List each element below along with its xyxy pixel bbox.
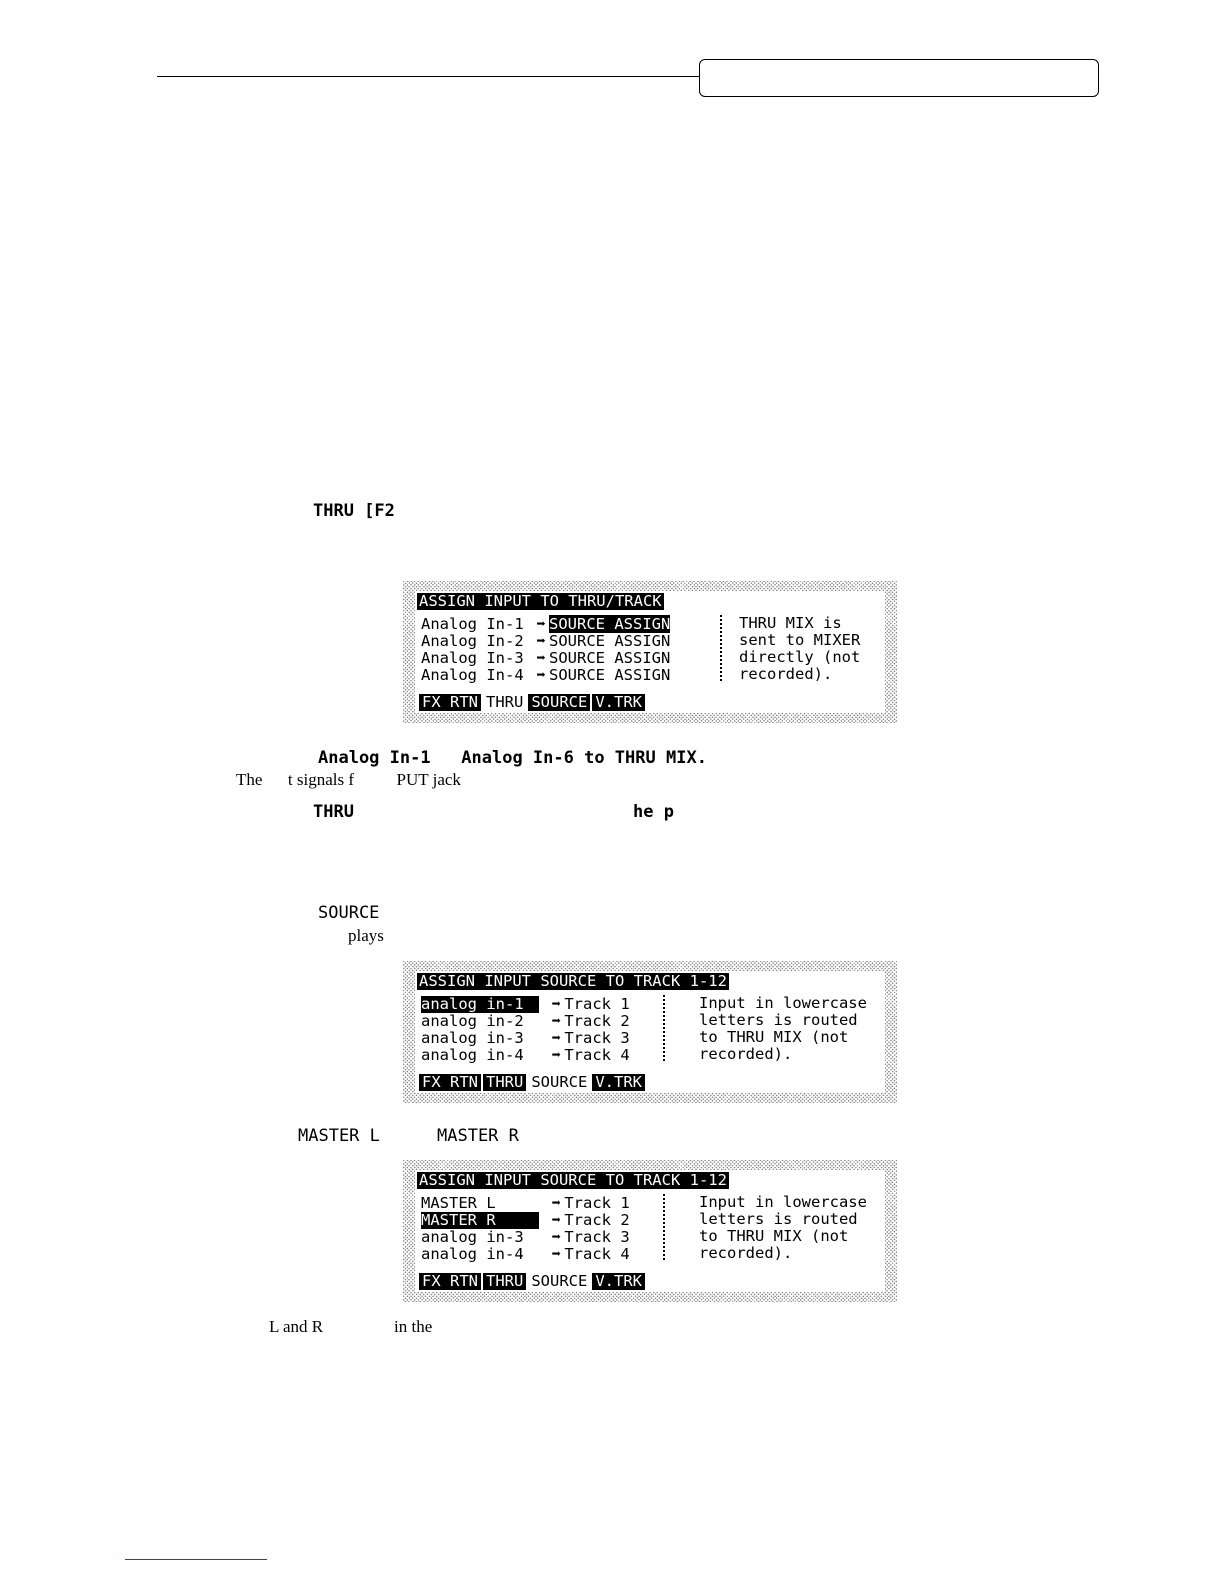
input-label: analog in-3 [421,1029,524,1047]
target-label: SOURCE ASSIGN [549,632,671,650]
arrow-right-icon: ➡ [551,1245,562,1263]
lcd-master-display [415,1170,885,1292]
tab-vtrk[interactable]: V.TRK [592,1074,645,1091]
tab-source[interactable]: SOURCE [531,1073,588,1091]
input-label: Analog In-1 [421,615,524,633]
thru-label: THRU [313,802,354,822]
arrow-right-icon: ➡ [551,995,562,1013]
arrow-right-icon: ➡ [536,632,546,650]
lcd-row[interactable] [421,1030,630,1047]
header-rule [157,76,702,77]
lcd-note: Input in lowercase letters is routed to THRU MIX (not recorded). [699,994,867,1063]
lcd-row[interactable] [421,1195,630,1212]
arrow-right-icon: ➡ [551,1046,562,1064]
target-label: SOURCE ASSIGN [549,649,671,667]
plays-text: plays [348,926,384,945]
lcd-note: THRU MIX is sent to MIXER directly (not recorded). [739,614,861,683]
arrow-right-icon: ➡ [551,1228,562,1246]
tab-fx-rtn[interactable]: FX RTN [419,694,481,711]
lcd-row[interactable] [421,1212,630,1229]
target-label: Track 3 [564,1029,630,1047]
lcd-thru-display [415,591,885,713]
input-label: analog in-4 [421,1245,524,1263]
arrow-right-icon: ➡ [536,615,546,633]
lcd-row[interactable] [421,616,670,633]
target-label: Track 1 [564,1194,630,1212]
tab-thru[interactable]: THRU [486,693,524,711]
body-sentence: The t signals f PUT jack [236,770,461,789]
separator [663,1194,665,1260]
lcd-row[interactable] [421,1246,630,1263]
target-label: Track 2 [564,1012,630,1030]
tab-thru[interactable]: THRU [483,1273,526,1290]
lcd-source-screen [403,961,897,1103]
function-tabs [419,694,647,711]
tab-vtrk[interactable]: V.TRK [592,694,645,711]
fragment-label: he p [633,802,674,822]
lcd-source-display [415,971,885,1093]
tab-fx-rtn[interactable]: FX RTN [419,1074,481,1091]
thru-f2-label: THRU [F2 [313,501,395,521]
tab-vtrk[interactable]: V.TRK [592,1273,645,1290]
lcd-row[interactable] [421,996,630,1013]
tab-source[interactable]: SOURCE [531,1272,588,1290]
lcd-row[interactable] [421,1047,630,1064]
lcd-row[interactable] [421,667,670,684]
lcd-title: ASSIGN INPUT TO THRU/TRACK [419,592,662,610]
input-label: analog in-1 [421,996,539,1013]
in-the-text: in the [394,1317,433,1336]
input-label: analog in-4 [421,1046,524,1064]
tab-fx-rtn[interactable]: FX RTN [419,1273,481,1290]
target-label: Track 1 [564,995,630,1013]
target-label: Track 3 [564,1228,630,1246]
input-label: MASTER R [421,1212,539,1229]
target-label: SOURCE ASSIGN [549,615,671,633]
input-label: analog in-2 [421,1012,524,1030]
analog-range-label: Analog In-1 Analog In-6 to THRU MIX. [318,748,707,768]
lcd-title: ASSIGN INPUT SOURCE TO TRACK 1-12 [419,1171,727,1189]
tab-thru[interactable]: THRU [483,1074,526,1091]
target-label: Track 2 [564,1211,630,1229]
lcd-row[interactable] [421,633,670,650]
master-r-label: MASTER R [437,1126,519,1146]
target-label: SOURCE ASSIGN [549,666,671,684]
lcd-note: Input in lowercase letters is routed to THRU MIX (not recorded). [699,1193,867,1262]
lcd-row[interactable] [421,650,670,667]
target-label: Track 4 [564,1046,630,1064]
lcd-row[interactable] [421,1013,630,1030]
input-label: Analog In-4 [421,666,524,684]
header-tab [699,59,1099,97]
arrow-right-icon: ➡ [551,1194,562,1212]
arrow-right-icon: ➡ [551,1211,562,1229]
separator [720,615,722,681]
input-label: MASTER L [421,1194,496,1212]
arrow-right-icon: ➡ [551,1012,562,1030]
lcd-row[interactable] [421,1229,630,1246]
tab-source[interactable]: SOURCE [528,694,590,711]
arrow-right-icon: ➡ [536,649,546,667]
arrow-right-icon: ➡ [551,1029,562,1047]
source-label: SOURCE [318,903,380,923]
lcd-master-screen [403,1160,897,1302]
input-label: analog in-3 [421,1228,524,1246]
function-tabs [419,1074,647,1091]
master-l-label: MASTER L [298,1126,380,1146]
lcd-title: ASSIGN INPUT SOURCE TO TRACK 1-12 [419,972,727,990]
separator [663,995,665,1061]
target-label: Track 4 [564,1245,630,1263]
input-label: Analog In-3 [421,649,524,667]
input-label: Analog In-2 [421,632,524,650]
lcd-thru-screen [403,581,897,723]
l-and-r-text: L and R [269,1317,324,1336]
function-tabs [419,1273,647,1290]
arrow-right-icon: ➡ [536,666,546,684]
footer-link-rule [125,1559,267,1560]
